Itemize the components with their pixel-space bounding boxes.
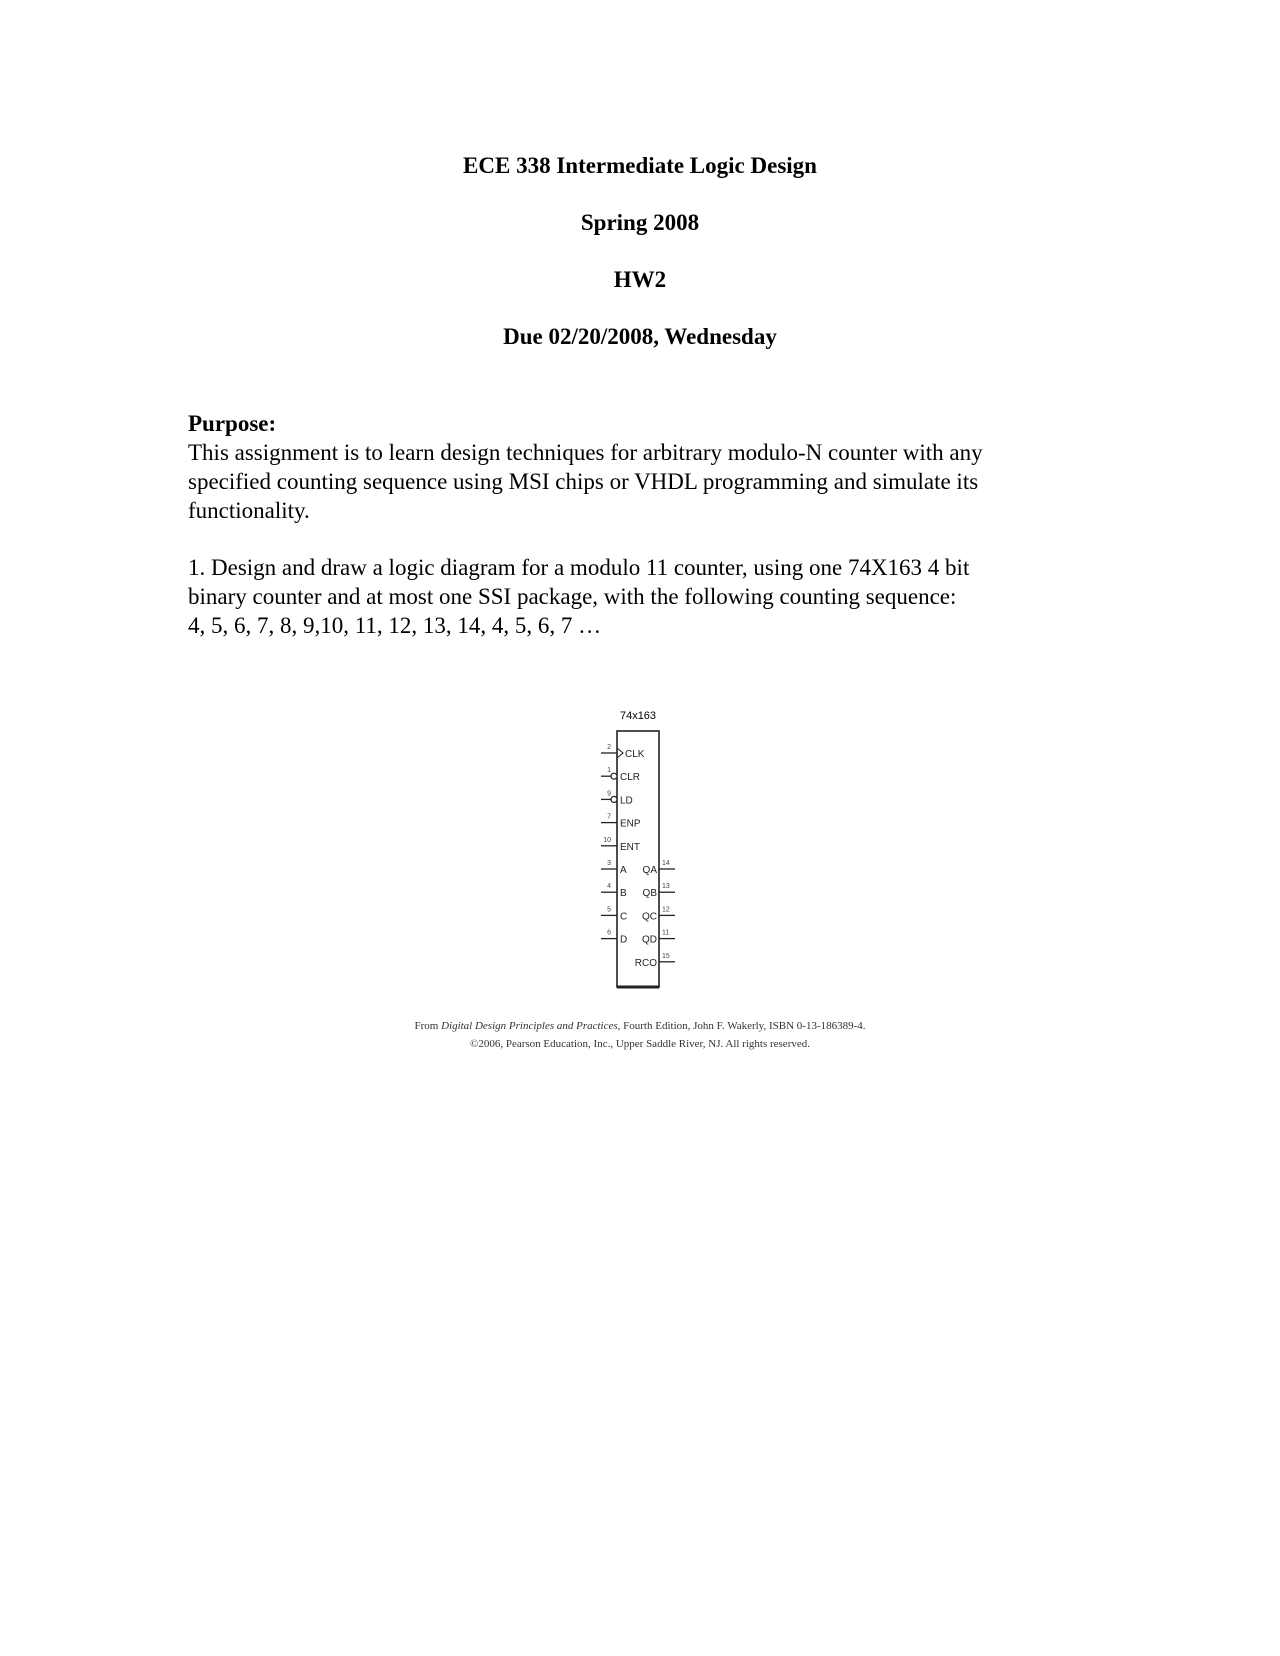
assignment-title: HW2	[613, 267, 667, 292]
input-pin-label: CLR	[620, 772, 641, 784]
problem-1-line-1: 1. Design and draw a logic diagram for a modulo 11 counter, using one 74X163 4 bit	[188, 555, 970, 580]
due-date: Due 02/20/2008, Wednesday	[503, 324, 777, 349]
figure-credit-line-2: ©2006, Pearson Education, Inc., Upper Saddle River, NJ. All rights reserved.	[470, 1038, 810, 1050]
purpose-line-1: This assignment is to learn design techniques for arbitrary modulo-N counter with any	[188, 440, 983, 465]
figure-credit-line-1	[0, 1019, 1280, 1033]
output-pin-number: 13	[662, 883, 670, 891]
input-pin-label: ENT	[620, 841, 640, 853]
input-pin-number: 1	[607, 767, 611, 775]
output-pin-label: QB	[642, 888, 657, 900]
input-pin-number: 9	[607, 790, 611, 798]
chip-diagram	[488, 705, 788, 1005]
output-pin-number: 15	[662, 952, 670, 960]
input-pin-label: LD	[620, 795, 633, 807]
input-pin-label: ENP	[620, 818, 641, 830]
purpose-section	[188, 409, 1088, 525]
problem-1-section	[188, 553, 1088, 640]
output-pin-number: 11	[662, 929, 670, 937]
purpose-line-2: specified counting sequence using MSI chips or VHDL programming and simulate its	[188, 469, 979, 494]
input-pin-number: 5	[607, 906, 611, 914]
problem-1-line-3: 4, 5, 6, 7, 8, 9,10, 11, 12, 13, 14, 4, 5, 6, 7 …	[188, 613, 602, 638]
output-pin-label: RCO	[634, 957, 657, 969]
input-pin-number: 4	[607, 883, 611, 891]
course-title: ECE 338 Intermediate Logic Design	[463, 153, 817, 178]
input-pin-number: 2	[607, 744, 611, 751]
purpose-line-3: functionality.	[188, 498, 310, 523]
input-pin-label: D	[620, 934, 628, 946]
inversion-bubble	[611, 796, 617, 802]
input-pin-number: 10	[603, 836, 611, 844]
output-pin-label: QC	[642, 911, 657, 923]
output-pin-number: 14	[662, 860, 670, 867]
input-pin-label: C	[620, 911, 628, 923]
inversion-bubble	[611, 773, 617, 779]
credit-prefix: From	[414, 1020, 442, 1032]
input-pin-label: CLK	[625, 749, 645, 760]
credit-book-title: Digital Design Principles and Practices	[441, 1020, 618, 1032]
chip-name: 74x163	[619, 710, 657, 722]
input-pin-number: 7	[607, 813, 611, 821]
problem-1-line-2: binary counter and at most one SSI package, with the following counting sequence:	[188, 584, 957, 609]
output-pin-label: QA	[642, 865, 657, 876]
term-title: Spring 2008	[580, 210, 700, 235]
output-pin-number: 12	[662, 906, 670, 914]
input-pin-number: 6	[607, 929, 611, 937]
chip-body	[617, 731, 659, 987]
credit-suffix: , Fourth Edition, John F. Wakerly, ISBN 0-13-186389-4.	[617, 1020, 866, 1032]
purpose-label: Purpose:	[188, 411, 277, 436]
input-pin-label: A	[620, 865, 627, 876]
input-pin-number: 3	[607, 860, 611, 867]
input-pin-label: B	[620, 888, 627, 900]
counter-chip-figure	[488, 705, 788, 1005]
output-pin-label: QD	[642, 934, 657, 946]
